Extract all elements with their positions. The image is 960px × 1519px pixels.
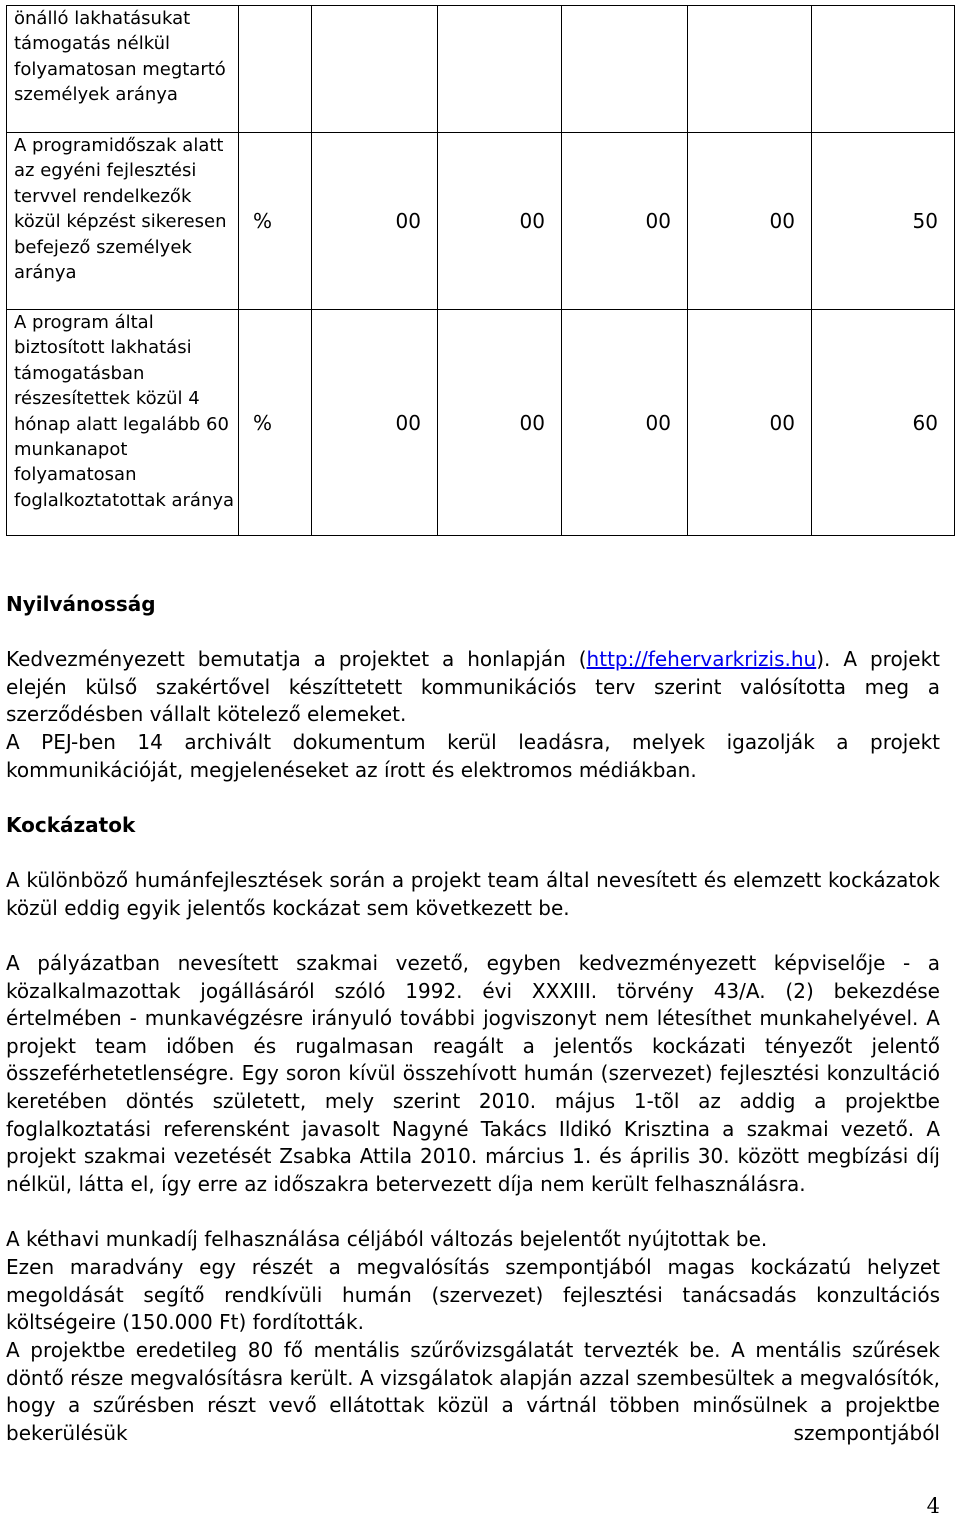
indicator-value: 00: [438, 133, 562, 310]
indicator-label: A programidőszak alatt az egyéni fejlesztési tervvel rendelkezők közül képzést sikeresen befejező személyek aránya: [7, 133, 239, 310]
indicator-value: 00: [312, 133, 438, 310]
indicator-value: 00: [562, 310, 688, 536]
indicator-value: 50: [812, 133, 955, 310]
indicator-value: [312, 6, 438, 133]
section-heading-nyilvanossag: Nyilvánosság: [6, 592, 156, 616]
page-number: 4: [926, 1494, 940, 1518]
paragraph: A kéthavi munkadíj felhasználása céljából változás bejelentőt nyújtottak be.: [6, 1227, 768, 1251]
indicator-value: 00: [688, 133, 812, 310]
paragraph: A pályázatban nevesített szakmai vezető, egyben kedvezményezett képviselője - a közalkalmazottak jogállásáról szóló 1992. évi XXXIII. törvény 43/A. (2) bekezdése értelmében - munkavégzésre irányuló további jogviszonyt nem létesíthet munkahelyével. A projekt team időben és rugalmasan reagált a jelentős kockázati tényezőt jelentő összeférhetetlenségre. Egy soron kívül összehívott humán (szervezet) fejlesztési konzultáció keretében döntés született, mely szerint 2010. május 1-tõl az addig a projektbe foglalkoztatási referensként javasolt Nagyné Takács Ildikó Krisztina a szakmai vezető. A projekt szakmai vezetését Zsabka Attila 2010. március 1. és április 30. között megbízási díj nélkül, látta el, így erre az időszakra betervezett díja nem került felhasználásra.: [6, 951, 940, 1196]
indicator-value: 60: [812, 310, 955, 536]
indicator-value: 00: [438, 310, 562, 536]
indicator-label: A program által biztosított lakhatási támogatásban részesítettek közül 4 hónap alatt legalább 60 munkanapot folyamatosan foglalkoztatottak aránya: [7, 310, 239, 536]
indicator-value: [562, 6, 688, 133]
indicator-label: önálló lakhatásukat támogatás nélkül folyamatosan megtartó személyek aránya: [7, 6, 239, 133]
paragraph: [6, 646, 940, 729]
indicator-value: [438, 6, 562, 133]
table-row: [7, 310, 955, 536]
indicator-value: [812, 6, 955, 133]
website-link[interactable]: http://fehervarkrizis.hu: [586, 647, 817, 671]
paragraph: A projektbe eredetileg 80 fő mentális szűrővizsgálatát tervezték be. A mentális szűrések döntő része megvalósításra került. A vizsgálatok alapján azzal szembesültek a megvalósítók, hogy a szűrésben részt vevő ellátottak közül a vártnál többen minősülnek a projektbe bekerülésük szempontjából: [6, 1338, 940, 1445]
indicator-value: 00: [688, 310, 812, 536]
indicator-value: [688, 6, 812, 133]
table-row: [7, 133, 955, 310]
indicator-unit: %: [239, 133, 312, 310]
indicator-value: 00: [312, 310, 438, 536]
paragraph: A különböző humánfejlesztések során a projekt team által nevesített és elemzett kockázatok közül eddig egyik jelentős kockázat sem következett be.: [6, 868, 940, 920]
paragraph: A PEJ-ben 14 archivált dokumentum kerül leadásra, melyek igazolják a projekt kommunikációját, megjelenéseket az írott és elektromos médiákban.: [6, 730, 940, 782]
table-row: [7, 6, 955, 133]
paragraph-text: ). A projekt elején külső szakértővel készíttetett kommunikációs terv szerint valósította meg a szerződésben vállalt kötelező elemeket.: [6, 647, 940, 727]
indicator-value: 00: [562, 133, 688, 310]
indicator-unit: %: [239, 310, 312, 536]
paragraph: Ezen maradvány egy részét a megvalósítás szempontjából magas kockázatú helyzet megoldását segítő rendkívüli humán (szervezet) fejlesztési tanácsadás konzultációs költségeire (150.000 Ft) fordították.: [6, 1255, 940, 1335]
indicator-table: [6, 5, 955, 536]
indicator-unit: [239, 6, 312, 133]
section-heading-kockazatok: Kockázatok: [6, 813, 136, 837]
paragraph-text: Kedvezményezett bemutatja a projektet a honlapján (: [6, 647, 587, 671]
